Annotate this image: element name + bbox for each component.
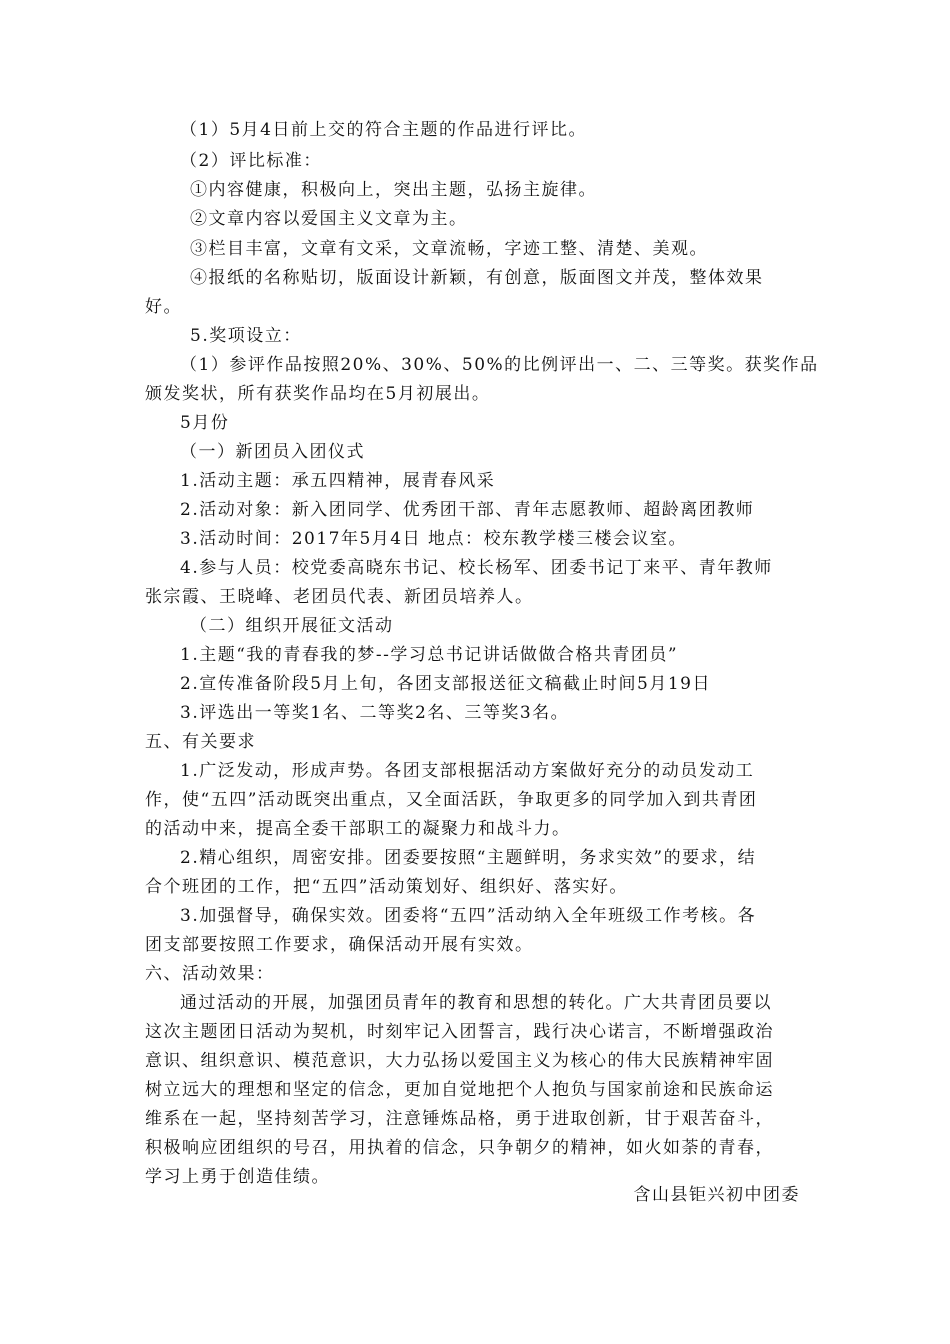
- text-line: （2）评比标准：: [180, 151, 322, 171]
- text-line: 2.宣传准备阶段5月上旬，各团支部报送征文稿截止时间5月19日: [180, 674, 711, 694]
- text-line: 团支部要按照工作要求，确保活动开展有实效。: [145, 935, 534, 955]
- text-line: 3.活动时间：2017年5月4日 地点：校东教学楼三楼会议室。: [180, 529, 688, 549]
- text-line: （1）参评作品按照20%、30%、50%的比例评出一、二、三等奖。获奖作品: [180, 355, 819, 375]
- text-line: 学习上勇于创造佳绩。: [145, 1167, 330, 1187]
- text-line: 维系在一起，坚持刻苦学习，注意锤炼品格，勇于进取创新，甘于艰苦奋斗，: [145, 1109, 774, 1129]
- text-line: 颁发奖状，所有获奖作品均在5月初展出。: [145, 384, 491, 404]
- section-heading: 5月份: [180, 413, 230, 433]
- text-line: 合个班团的工作，把“五四”活动策划好、组织好、落实好。: [145, 877, 628, 897]
- text-line: 3.评选出一等奖1名、二等奖2名、三等奖3名。: [180, 703, 570, 723]
- text-line: 2.精心组织，周密安排。团委要按照“主题鲜明，务求实效”的要求，结: [180, 848, 757, 868]
- text-line: 树立远大的理想和坚定的信念，更加自觉地把个人抱负与国家前途和民族命运: [145, 1080, 774, 1100]
- text-line: ①内容健康，积极向上，突出主题，弘扬主旋律。: [190, 180, 597, 200]
- text-line: 张宗霞、王晓峰、老团员代表、新团员培养人。: [145, 587, 534, 607]
- text-line: 通过活动的开展，加强团员青年的教育和思想的转化。广大共青团员要以: [180, 993, 772, 1013]
- section-heading: （二）组织开展征文活动: [190, 616, 394, 636]
- text-line: 2.活动对象：新入团同学、优秀团干部、青年志愿教师、超龄离团教师: [180, 500, 755, 520]
- section-heading: 六、活动效果：: [145, 964, 275, 984]
- text-line: 1.主题“我的青春我的梦--学习总书记讲话做做合格共青团员”: [180, 645, 679, 665]
- text-line: ④报纸的名称贴切，版面设计新颖，有创意，版面图文并茂，整体效果: [190, 268, 764, 288]
- text-line: 3.加强督导，确保实效。团委将“五四”活动纳入全年班级工作考核。各: [180, 906, 757, 926]
- text-line: 1.活动主题：承五四精神，展青春风采: [180, 471, 496, 491]
- signature: 含山县钜兴初中团委: [633, 1185, 800, 1205]
- text-line: ②文章内容以爱国主义文章为主。: [190, 209, 468, 229]
- section-heading: 5.奖项设立：: [190, 326, 302, 346]
- text-line: 作，使“五四”活动既突出重点，又全面活跃，争取更多的同学加入到共青团: [145, 790, 758, 810]
- section-heading: （一）新团员入团仪式: [180, 442, 365, 462]
- text-line: 积极响应团组织的号召，用执着的信念，只争朝夕的精神，如火如荼的青春，: [145, 1138, 774, 1158]
- text-line: 这次主题团日活动为契机，时刻牢记入团誓言，践行决心诺言，不断增强政治: [145, 1022, 774, 1042]
- text-line: 4.参与人员：校党委高晓东书记、校长杨军、团委书记丁来平、青年教师: [180, 558, 773, 578]
- text-line: 好。: [145, 297, 182, 317]
- text-line: 1.广泛发动，形成声势。各团支部根据活动方案做好充分的动员发动工: [180, 761, 755, 781]
- text-line: ③栏目丰富，文章有文采，文章流畅，字迹工整、清楚、美观。: [190, 239, 708, 259]
- text-line: 的活动中来，提高全委干部职工的凝聚力和战斗力。: [145, 819, 571, 839]
- text-line: （1）5月4日前上交的符合主题的作品进行评比。: [180, 120, 587, 140]
- section-heading: 五、有关要求: [145, 732, 256, 752]
- text-line: 意识、组织意识、模范意识，大力弘扬以爱国主义为核心的伟大民族精神牢固: [145, 1051, 774, 1071]
